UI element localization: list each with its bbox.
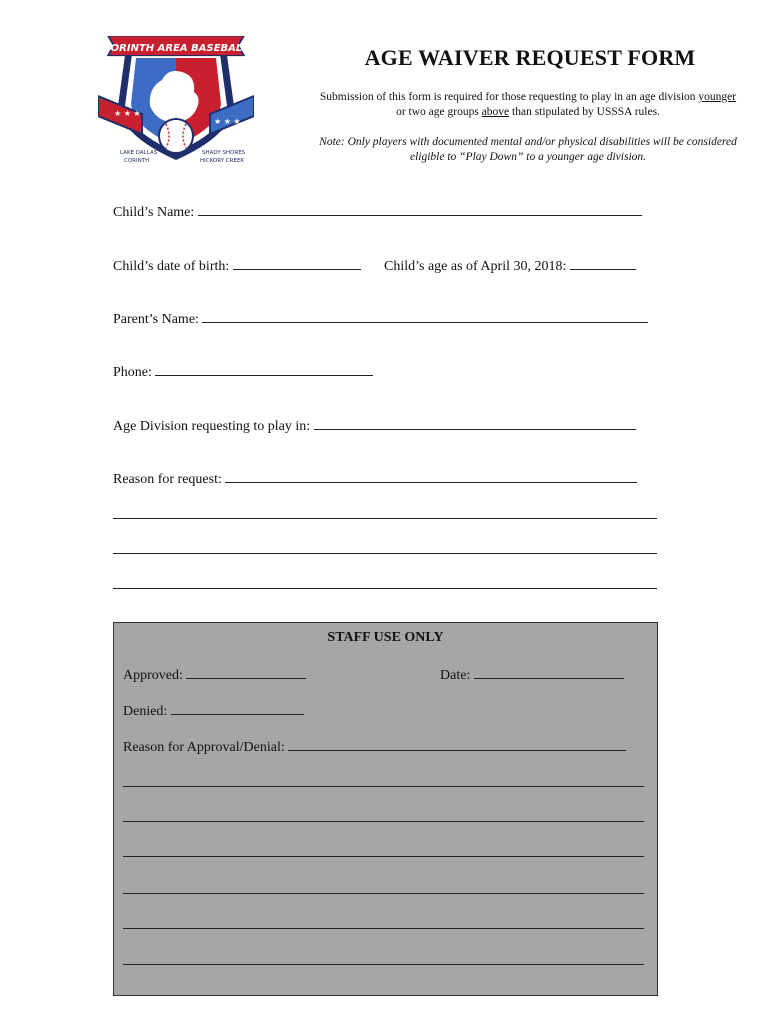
staff-reason-line-3[interactable] <box>123 821 644 822</box>
reason-label: Reason for request: <box>113 472 222 487</box>
denied-label: Denied: <box>123 704 168 719</box>
child-name-input[interactable] <box>198 202 642 216</box>
age-division-field <box>113 416 636 435</box>
approved-input[interactable] <box>186 665 306 679</box>
reason-line-2[interactable] <box>113 518 657 519</box>
staff-reason-line-6[interactable] <box>123 928 644 929</box>
staff-reason-line-4[interactable] <box>123 856 644 857</box>
eligibility-note: Note: Only players with documented mental and/or physical disabilities will be considered eligible to “Play Down” to a younger age division. <box>319 136 737 163</box>
date-input[interactable] <box>474 665 624 679</box>
staff-reason-line-2[interactable] <box>123 786 644 787</box>
child-name-field <box>113 202 642 221</box>
staff-reason-input[interactable] <box>288 737 626 751</box>
child-age-field <box>384 256 636 275</box>
staff-reason-line-7[interactable] <box>123 964 644 965</box>
date-label: Date: <box>440 668 471 683</box>
intro-part-2: or two age groups <box>396 106 482 118</box>
svg-text:★ ★ ★: ★ ★ ★ <box>214 117 241 126</box>
date-field <box>440 665 624 684</box>
child-dob-input[interactable] <box>233 256 361 270</box>
svg-text:★ ★ ★: ★ ★ ★ <box>114 109 141 118</box>
reason-line-3[interactable] <box>113 553 657 554</box>
staff-reason-line-5[interactable] <box>123 893 644 894</box>
intro-part-3: than stipulated by USSSA rules. <box>509 106 660 118</box>
approved-field <box>123 665 306 684</box>
staff-reason-field <box>123 737 626 756</box>
logo-left-text-2: CORINTH <box>124 158 150 164</box>
logo-right-text-1: SHADY SHORES <box>202 150 246 156</box>
denied-input[interactable] <box>171 701 304 715</box>
staff-reason-label: Reason for Approval/Denial: <box>123 740 285 755</box>
child-age-label: Child’s age as of April 30, 2018: <box>384 259 567 274</box>
parent-name-field <box>113 309 648 328</box>
logo-banner-text: CORINTH AREA BASEBALL <box>103 43 249 54</box>
parent-name-label: Parent’s Name: <box>113 312 199 327</box>
form-title: AGE WAIVER REQUEST FORM <box>364 45 696 70</box>
logo-left-text-1: LAKE DALLAS <box>120 150 158 156</box>
corinth-area-baseball-logo <box>98 36 254 166</box>
child-dob-field <box>113 256 361 275</box>
reason-input[interactable] <box>225 469 637 483</box>
approved-label: Approved: <box>123 668 183 683</box>
intro-younger: younger <box>698 91 737 103</box>
intro-above: above <box>481 106 510 118</box>
phone-label: Phone: <box>113 365 152 380</box>
child-dob-label: Child’s date of birth: <box>113 259 230 274</box>
reason-line-4[interactable] <box>113 588 657 589</box>
intro-part-1: Submission of this form is required for those requesting to play in an age division <box>319 91 699 103</box>
age-division-label: Age Division requesting to play in: <box>113 419 311 434</box>
staff-title: STAFF USE ONLY <box>327 630 444 645</box>
logo-right-text-2: HICKORY CREEK <box>200 158 245 164</box>
phone-input[interactable] <box>155 362 373 376</box>
child-name-label: Child’s Name: <box>113 205 195 220</box>
staff-use-box <box>113 622 658 996</box>
age-division-input[interactable] <box>314 416 636 430</box>
form-intro <box>318 90 738 120</box>
reason-field <box>113 469 637 488</box>
phone-field <box>113 362 373 381</box>
denied-field <box>123 701 304 720</box>
child-age-input[interactable] <box>570 256 636 270</box>
parent-name-input[interactable] <box>202 309 648 323</box>
